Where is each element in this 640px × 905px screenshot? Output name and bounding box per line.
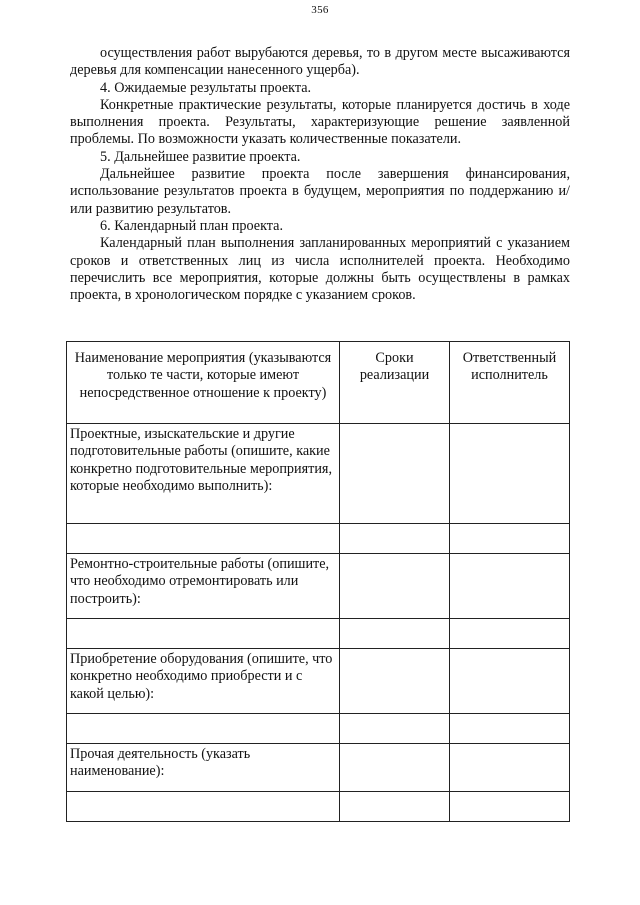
header-responsible: Ответственный исполнитель [450, 342, 570, 424]
table-row-section [67, 424, 570, 524]
cell-terms[interactable] [340, 619, 450, 649]
section-construction-works: Ремонтно-строительные работы (опишите, что необходимо отремонтировать или построить): [67, 554, 340, 619]
section-heading-calendar: 6. Календарный план проекта. [100, 217, 284, 234]
paragraph: осуществления работ вырубаются деревья, то в другом месте высаживаются деревья для компенсации нанесенного ущерба). [70, 45, 570, 79]
section-heading-development: 5. Дальнейшее развитие проекта. [100, 148, 301, 165]
cell-terms[interactable] [340, 714, 450, 744]
cell-terms[interactable] [340, 792, 450, 822]
cell-terms[interactable] [340, 744, 450, 792]
section-other-activities: Прочая деятельность (указать наименование): [67, 744, 340, 792]
cell-activity[interactable] [67, 714, 340, 744]
cell-terms[interactable] [340, 524, 450, 554]
table-row-section [67, 744, 570, 792]
paragraph: Календарный план выполнения запланированных мероприятий с указанием сроков и ответственных лиц из числа исполнителей проекта. Необходимо перечислить все мероприятия, которые должны быть осуществлены в рамках проекта, в хронологическом порядке с указанием сроков. [70, 235, 570, 304]
section-preparatory-works: Проектные, изыскательские и другие подготовительные работы (опишите, какие конкретно подготовительные мероприятия, которые необходимо выполнить): [67, 424, 340, 524]
table-header-row [67, 342, 570, 424]
cell-responsible[interactable] [450, 524, 570, 554]
paragraph: Конкретные практические результаты, которые планируется достичь в ходе выполнения проекта. Результаты, характеризующие решение заявленной проблемы. По возможности указать количественные показатели. [70, 96, 570, 148]
table-row-empty [67, 619, 570, 649]
header-activity: Наименование мероприятия (указываются только те части, которые имеют непосредственное отношение к проекту) [67, 342, 340, 424]
cell-responsible[interactable] [450, 619, 570, 649]
table-row-empty [67, 714, 570, 744]
cell-activity[interactable] [67, 524, 340, 554]
cell-activity[interactable] [67, 792, 340, 822]
table-row-empty [67, 524, 570, 554]
paragraph: Дальнейшее развитие проекта после завершения финансирования, использование результатов проекта в будущем, мероприятия по поддержанию и/или развитию результатов. [70, 166, 570, 217]
table-row-section [67, 649, 570, 714]
cell-responsible[interactable] [450, 554, 570, 619]
cell-responsible[interactable] [450, 792, 570, 822]
calendar-plan-table [66, 341, 570, 822]
cell-terms[interactable] [340, 424, 450, 524]
section-equipment-purchase: Приобретение оборудования (опишите, что конкретно необходимо приобрести и с какой целью): [67, 649, 340, 714]
cell-responsible[interactable] [450, 714, 570, 744]
cell-activity[interactable] [67, 619, 340, 649]
table-row-empty [67, 792, 570, 822]
section-heading-results: 4. Ожидаемые результаты проекта. [100, 79, 312, 96]
header-terms: Сроки реализации [340, 342, 450, 424]
page-number: 356 [311, 4, 329, 16]
cell-responsible[interactable] [450, 744, 570, 792]
document-text [70, 45, 570, 304]
cell-responsible[interactable] [450, 649, 570, 714]
table-row-section [67, 554, 570, 619]
cell-responsible[interactable] [450, 424, 570, 524]
cell-terms[interactable] [340, 554, 450, 619]
cell-terms[interactable] [340, 649, 450, 714]
